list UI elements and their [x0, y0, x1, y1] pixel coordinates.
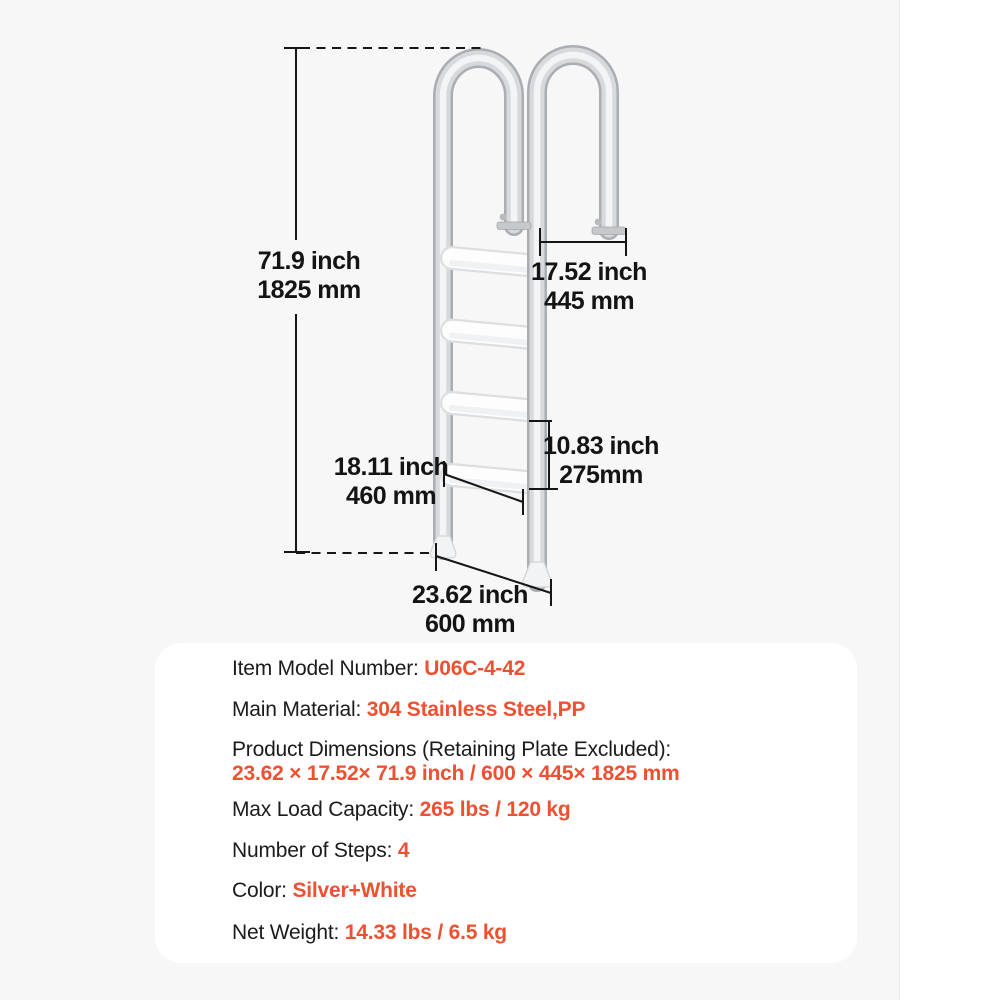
spec-value: 14.33 lbs / 6.5 kg: [344, 921, 507, 944]
ladder-step: [452, 258, 527, 270]
spec-row-material: [232, 698, 817, 722]
ladder-steps: [452, 258, 527, 487]
dimension-inch-value: 23.62 inch: [412, 581, 528, 609]
spec-value: 265 lbs / 120 kg: [419, 798, 571, 821]
spec-row-steps: [232, 839, 817, 863]
dimension-label-handrail-width: [531, 258, 647, 316]
dimension-inch-value: 10.83 inch: [543, 432, 659, 460]
spec-value: 23.62 × 17.52× 71.9 inch / 600 × 445× 1825 mm: [232, 762, 680, 785]
dimension-mm-value: 600 mm: [424, 610, 516, 638]
spec-label: Item Model Number:: [232, 657, 425, 680]
spec-label: Main Material:: [232, 698, 367, 721]
ladder-step: [452, 331, 527, 343]
dimension-label-height: [257, 247, 361, 305]
spec-label: Product Dimensions (Retaining Plate Excluded):: [232, 738, 672, 761]
dimension-label-step-width: [334, 453, 449, 511]
spec-row-net-weight: [232, 921, 817, 945]
dimension-label-base-width: [412, 581, 528, 639]
dimension-inch-value: 18.11 inch: [333, 453, 449, 481]
spec-label: Color:: [232, 879, 293, 902]
spec-value: U06C-4-42: [424, 657, 526, 680]
spec-row-color: [232, 879, 817, 903]
dimension-inch-value: 17.52 inch: [531, 258, 647, 286]
dimension-label-step-spacing: [543, 432, 659, 490]
spec-value: 4: [397, 839, 410, 862]
handrail-rear: [537, 55, 609, 582]
dimension-mm-value: 460 mm: [345, 482, 437, 510]
spec-card: [155, 643, 857, 963]
dimension-mm-value: 275mm: [559, 461, 643, 489]
spec-value: Silver+White: [292, 879, 417, 902]
spec-label: Number of Steps:: [232, 839, 398, 862]
spec-row-model-number: [232, 657, 817, 681]
spec-label: Max Load Capacity:: [232, 798, 420, 821]
spec-label: Net Weight:: [232, 921, 345, 944]
dimension-mm-value: 1825 mm: [257, 276, 361, 304]
dimension-mm-value: 445 mm: [543, 287, 635, 315]
spec-row-max-load: [232, 798, 817, 822]
dimension-inch-value: 71.9 inch: [257, 247, 361, 275]
ladder-step: [452, 403, 527, 415]
spec-value: 304 Stainless Steel,PP: [366, 698, 586, 721]
spec-row-product-dimensions: [232, 738, 817, 786]
